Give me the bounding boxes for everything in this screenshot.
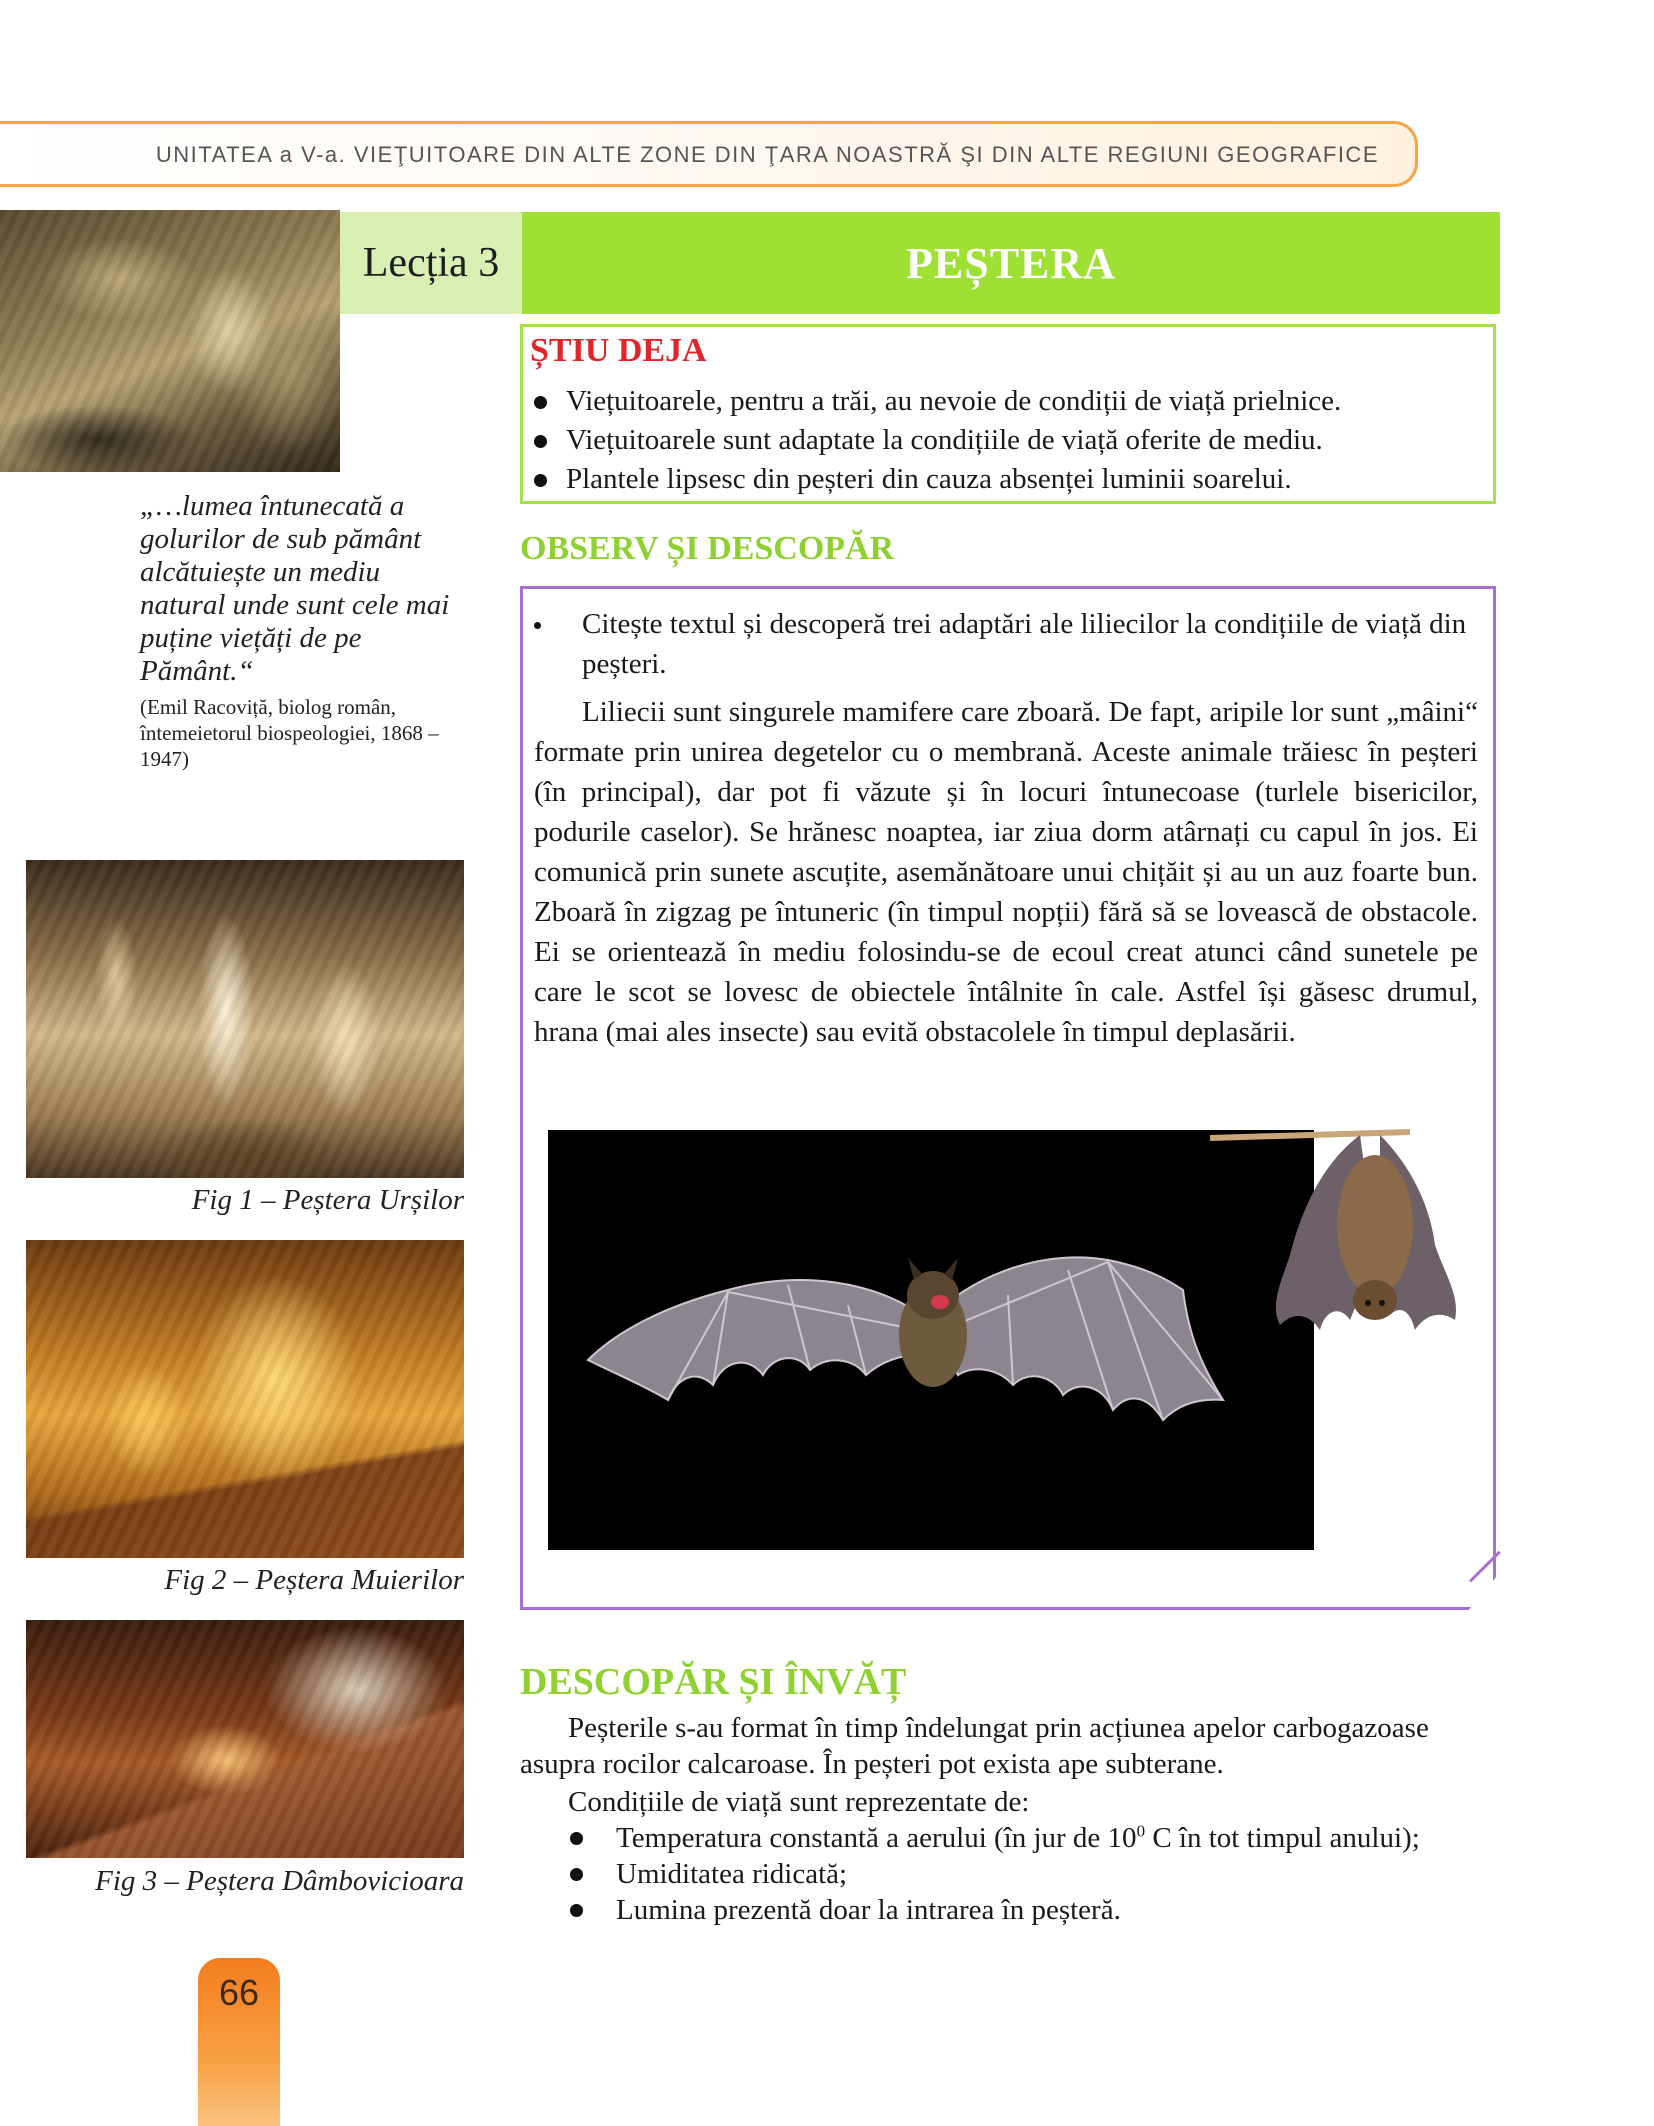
unit-title: UNITATEA a V-a. VIEŢUITOARE DIN ALTE ZONE DIN ŢARA NOASTRĂ ŞI DIN ALTE REGIUNI GEOGRAFICE [155,142,1379,167]
cave-photo-fig1 [26,860,464,1178]
descopar-paragraph-1 [520,1710,1500,1782]
list-item-text: Plantele lipsesc din peșteri din cauza absenței luminii soarelui. [566,463,1292,495]
quote-citation: (Emil Racoviță, biolog român, întemeietorul biospeologiei, 1868 – 1947) [140,695,439,771]
stiu-deja-title: ȘTIU DEJA [530,332,707,369]
observ-task-text: Citește textul și descoperă trei adaptări ale liliecilor la condițiile de viață din peșteri. [582,608,1467,680]
flying-bat-icon [548,1130,1314,1550]
descopar-paragraph-2: Condițiile de viață sunt reprezentate de: [568,1786,1030,1818]
figure-caption-2: Fig 2 – Peștera Muierilor [164,1564,464,1596]
list-item [530,460,1480,499]
cave-photo-top [0,210,340,472]
quote-text: „…lumea întunecată a golurilor de sub pământ alcătuiește un mediu natural unde sunt cele mai puține viețăți de pe Pământ.“ [140,490,450,687]
list-item-text: Temperatura constantă a aerului (în jur de 10 [616,1822,1137,1854]
page-number: 66 [218,1972,260,2013]
bullet-icon [534,474,547,487]
figure-caption-1: Fig 1 – Peștera Urșilor [191,1184,464,1216]
lesson-label: Lecția 3 [340,212,522,314]
list-item-text: Umiditatea ridicată; [616,1858,848,1890]
bullet-icon [534,622,541,629]
observ-paragraph: Liliecii sunt singurele mamifere care zboară. De fapt, aripile lor sunt „mâini“ formate prin unirea degetelor cu o membrană. Aceste animale trăiesc în peșteri (în principal), dar pot fi văzute și în locuri întunecoase (turlele bisericilor, podurile caselor). Se hrănesc noaptea, iar ziua dorm atârnați cu capul în jos. Ei comunică prin sunete ascuțite, asemănătoare unui chițăit și au un auz foarte bun. Zboară în zigzag pe întuneric (în timpul nopții) fără să se lovească de obstacole. Ei se orientează în mediu folosindu-se de ecoul creat atunci când sunetele pe care le scot se lovesc de obiectele întâlnite în cale. Astfel își găsesc drumul, hrana (mai ales insecte) sau evită obstacolele în timpul deplasării. [534,696,1478,1048]
list-item [568,1892,1508,1928]
list-item-text: Viețuitoarele, pentru a trăi, au nevoie de condiții de viață prielnice. [566,385,1342,417]
bullet-icon [570,1904,583,1917]
descopar-paragraph-1-text: Peșterile s-au format în timp îndelungat prin acțiunea apelor carbogazoase asupra rocilor calcaroase. În peșteri pot exista ape subterane. [520,1712,1429,1780]
list-item-text: Viețuitoarele sunt adaptate la condițiile de viață oferite de mediu. [566,424,1323,456]
observ-task [534,604,1484,684]
cave-photo-fig3 [26,1620,464,1858]
observ-title: OBSERV ȘI DESCOPĂR [520,530,895,567]
hanging-bat-photo [1210,1125,1480,1385]
bullet-icon [534,396,547,409]
lesson-title: PEȘTERA [522,212,1500,314]
stiu-deja-list [530,382,1480,499]
descopar-list [568,1820,1508,1928]
unit-header-band [0,121,1418,187]
descopar-title: DESCOPĂR ȘI ÎNVĂȚ [520,1661,907,1703]
list-item-text: Lumina prezentă doar la intrarea în peșteră. [616,1894,1121,1926]
superscript: 0 [1136,1821,1146,1841]
bullet-icon [570,1832,583,1845]
cave-photo-fig2 [26,1240,464,1558]
bullet-icon [570,1868,583,1881]
list-item [568,1820,1508,1856]
list-item [530,421,1480,460]
list-item [530,382,1480,421]
list-item [568,1856,1508,1892]
flying-bat-photo [548,1130,1314,1550]
bullet-icon [534,435,547,448]
figure-caption-3: Fig 3 – Peștera Dâmbovicioara [95,1865,464,1897]
list-item-text: C în tot timpul anului); [1145,1822,1420,1854]
